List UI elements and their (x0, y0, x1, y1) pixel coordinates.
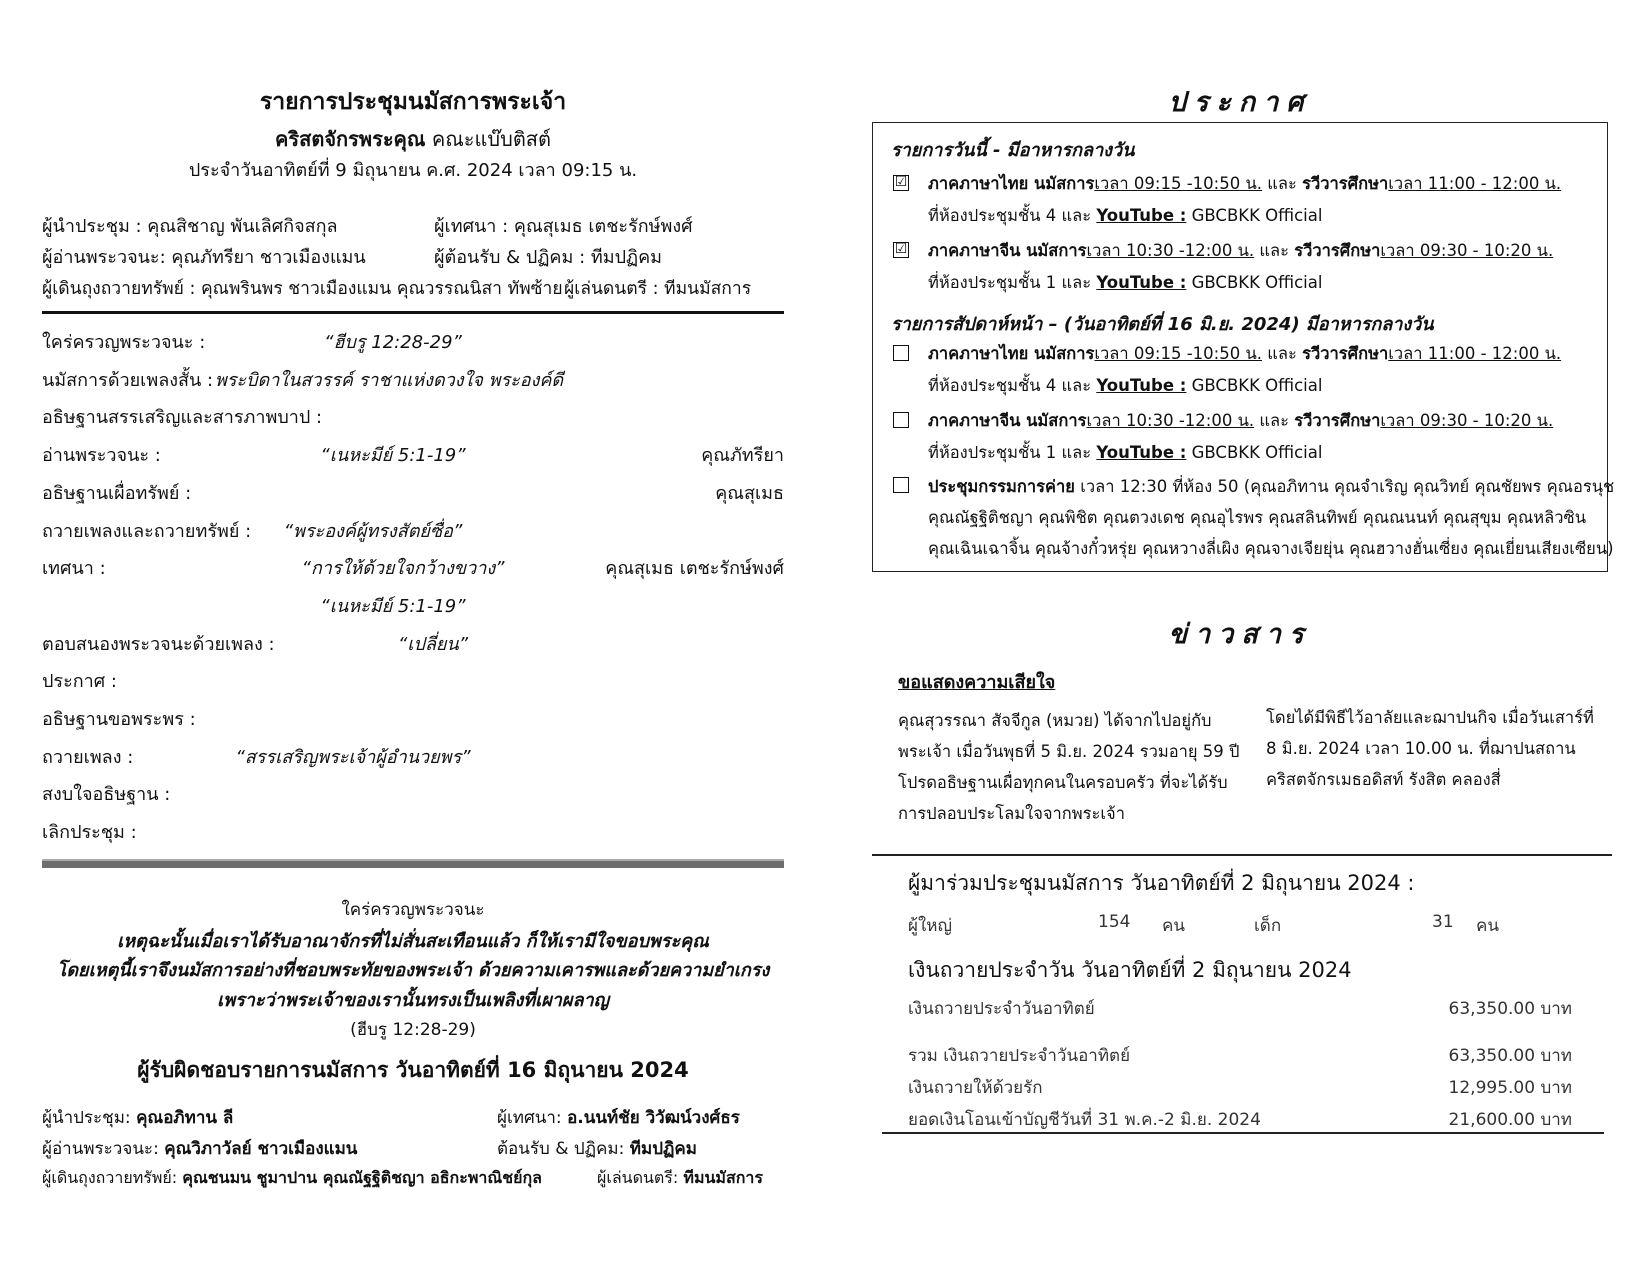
youtube-label: YouTube : (1096, 443, 1187, 462)
condolence-line: พระเจ้า เมื่อวันพุธที่ 5 มิ.ย. 2024 รวมอายุ 59 ปี (898, 742, 1240, 761)
youtube-label: YouTube : (1096, 273, 1187, 292)
church-name: คริสตจักรพระคุณ คณะแบ๊บติสต์ (275, 127, 551, 151)
announce-part: ภาคภาษาจีน นมัสการ (928, 241, 1087, 260)
meditation-ref: (ฮีบรู 12:28-29) (350, 1020, 476, 1040)
next-leader: ผู้นำประชุม: คุณอภิทาน ลี (42, 1108, 234, 1128)
announce-part: รวีวารศึกษา (1294, 241, 1381, 260)
program-label: ถวายเพลงและถวายทรัพย์ : (42, 520, 252, 542)
committee-line: ประชุมกรรมการค่าย เวลา 12:30 ที่ห้อง 50 (คุณอภิทาน คุณจำเริญ คุณวิทย์ คุณชัยพร คุณอรนุช (928, 477, 1615, 496)
next-reader: ผู้อ่านพระวจนะ: คุณวิภาวัลย์ ชาวเมืองแมน (42, 1139, 358, 1159)
today-heading: รายการวันนี้ - มีอาหารกลางวัน (891, 140, 1135, 161)
offering-value: 21,600.00 บาท (1448, 1110, 1572, 1130)
meditation-line: โดยเหตุนี้เราจึงนมัสการอย่างที่ชอบพระทัยของพระเจ้า ด้วยความเคารพและด้วยความยำเกรง (56, 960, 770, 981)
announce-line (928, 238, 1553, 264)
announce-part: และ (1254, 241, 1295, 260)
condolence-line: 8 มิ.ย. 2024 เวลา 10.00 น. ที่ฌาปนสถาน (1266, 739, 1576, 758)
announce-line (928, 270, 1322, 296)
program-label: อธิษฐานเผื่อทรัพย์ : (42, 482, 192, 504)
condolence-line: โดยได้มีพิธีไว้อาลัยและฌาปนกิจ เมื่อวันเสาร์ที่ (1266, 708, 1594, 727)
program-label: นมัสการด้วยเพลงสั้น : (42, 369, 214, 391)
program-item: พระบิดาในสวรรค์ ราชาแห่งดวงใจ พระองค์ดี (214, 369, 564, 391)
program-person: คุณสุเมธ เตชะรักษ์พงศ์ (605, 558, 784, 580)
program-label: อธิษฐานขอพระพร : (42, 709, 196, 730)
child-count: 31 (1432, 912, 1454, 932)
program-label: อธิษฐานสรรเสริญและสารภาพบาป : (42, 407, 323, 429)
announce-part: เวลา 11:00 - 12:00 น. (1388, 344, 1562, 363)
announce-line (928, 203, 1322, 229)
announce-line (928, 171, 1561, 197)
program-label: อ่านพระวจนะ : (42, 445, 161, 467)
program-label: เลิกประชุม : (42, 822, 137, 844)
program-item: “เนหะมีย์ 5:1-19” (320, 445, 466, 467)
announce-part: ที่ห้องประชุมชั้น 1 และ (928, 443, 1097, 462)
divider (42, 311, 784, 314)
condolence-line: โปรดอธิษฐานเผื่อทุกคนในครอบครัว ที่จะได้รับ (898, 773, 1228, 792)
divider (882, 1132, 1604, 1134)
condolence-line: คุณสุวรรณา สัจจีกูล (หมวย) ได้จากไปอยู่กับ (898, 711, 1212, 730)
offering-label: เงินถวายประจำวันอาทิตย์ (908, 999, 1095, 1019)
adult-count: 154 (1098, 912, 1131, 932)
announce-part: GBCBKK Official (1186, 376, 1323, 395)
program-item: “เนหะมีย์ 5:1-19” (320, 595, 466, 617)
checkbox[interactable]: ☑ (894, 174, 908, 190)
attendance-title: ผู้มาร่วมประชุมนมัสการ วันอาทิตย์ที่ 2 มิถุนายน 2024 : (908, 871, 1415, 895)
next-usher: ต้อนรับ & ปฏิคม: ทีมปฏิคม (497, 1139, 697, 1159)
announce-part: เวลา 09:30 - 10:20 น. (1380, 411, 1554, 430)
role-music: ผู้เล่นดนตรี : ทีมนมัสการ (564, 279, 752, 299)
program-label: ตอบสนองพระวจนะด้วยเพลง : (42, 633, 275, 655)
announce-part: ที่ห้องประชุมชั้น 1 และ (928, 273, 1097, 292)
offering-label: รวม เงินถวายประจำวันอาทิตย์ (908, 1046, 1131, 1066)
news-title: ข่าวสาร (1168, 619, 1312, 650)
announce-part: ที่ห้องประชุมชั้น 4 และ (928, 206, 1097, 225)
program-person: คุณภัทรียา (701, 445, 784, 467)
role-reader: ผู้อ่านพระวจนะ: คุณภัทรียา ชาวเมืองแมน (42, 247, 366, 268)
announce-part: เวลา 09:15 -10:50 น. (1094, 344, 1263, 363)
announce-box (872, 122, 1615, 572)
child-label: เด็ก (1254, 916, 1282, 936)
adult-unit: คน (1162, 916, 1185, 936)
announce-part: รวีวารศึกษา (1302, 174, 1389, 193)
committee-line: คุณณัฐฐิติชญา คุณพิชิต คุณตวงเดช คุณอุไรพร คุณสลินทิพย์ คุณณนนท์ คุณสุขุม คุณหลิวซิน (928, 508, 1587, 527)
youtube-label: YouTube : (1096, 376, 1187, 395)
announce-part: และ (1262, 344, 1303, 363)
checkbox[interactable] (893, 345, 909, 361)
announce-line (928, 373, 1322, 399)
program-label: ถวายเพลง : (42, 746, 134, 768)
offering-value: 63,350.00 บาท (1448, 999, 1572, 1019)
page-title: รายการประชุมนมัสการพระเจ้า (259, 89, 567, 115)
announce-part: เวลา 11:00 - 12:00 น. (1388, 174, 1562, 193)
role-preacher: ผู้เทศนา : คุณสุเมธ เตชะรักษ์พงศ์ (434, 216, 693, 237)
program-label: เทศนา : (42, 558, 106, 580)
condolence-heading: ขอแสดงความเสียใจ (898, 672, 1056, 693)
offering-value: 63,350.00 บาท (1448, 1046, 1572, 1066)
announce-part: GBCBKK Official (1186, 443, 1323, 462)
announce-part: เวลา 09:30 - 10:20 น. (1380, 241, 1554, 260)
next-offering: ผู้เดินถุงถวายทรัพย์: คุณชนมน ชูมาปาน คุณณัฐฐิติชญา อธิกะพาณิชย์กุล (42, 1168, 542, 1187)
announce-part: เวลา 09:15 -10:50 น. (1094, 174, 1263, 193)
announce-line (928, 341, 1561, 367)
divider (872, 854, 1612, 856)
announce-title: ประกาศ (1168, 87, 1312, 118)
announce-part: GBCBKK Official (1186, 206, 1323, 225)
role-offering: ผู้เดินถุงถวายทรัพย์ : คุณพรินพร ชาวเมืองแมน คุณวรรณนิสา ทัพซ้าย (42, 279, 563, 299)
next-week-title: ผู้รับผิดชอบรายการนมัสการ วันอาทิตย์ที่ 16 มิถุนายน 2024 (137, 1058, 689, 1082)
child-unit: คน (1476, 916, 1499, 936)
meditation-line: เพราะว่าพระเจ้าของเรานั้นทรงเป็นเพลิงที่เผาผลาญ (217, 990, 609, 1011)
program-label: ประกาศ : (42, 671, 117, 693)
announce-part: ภาคภาษาจีน นมัสการ (928, 411, 1087, 430)
announce-part: รวีวารศึกษา (1302, 344, 1389, 363)
offering-label: ยอดเงินโอนเข้าบัญชีวันที่ 31 พ.ค.-2 มิ.ย. 2024 (908, 1110, 1261, 1130)
program-label: ใคร่ครวญพระวจนะ : (42, 332, 206, 353)
announce-part: ที่ห้องประชุมชั้น 4 และ (928, 376, 1097, 395)
announce-part: และ (1262, 174, 1303, 193)
role-usher: ผู้ต้อนรับ & ปฏิคม : ทีมปฏิคม (434, 247, 662, 268)
condolence-line: คริสตจักรเมธอดิสท์ รังสิต คลองสี่ (1266, 770, 1501, 789)
next-preacher: ผู้เทศนา: อ.นนท์ชัย วิวัฒน์วงศ์ธร (497, 1108, 740, 1128)
meditation-line: เหตุฉะนั้นเมื่อเราได้รับอาณาจักรที่ไม่สั่นสะเทือนแล้ว ก็ให้เรามีใจขอบพระคุณ (117, 931, 709, 952)
youtube-label: YouTube : (1096, 206, 1187, 225)
program-item: “ฮีบรู 12:28-29” (324, 332, 462, 353)
next-heading: รายการสัปดาห์หน้า – (วันอาทิตย์ที่ 16 มิ.ย. 2024) มีอาหารกลางวัน (891, 314, 1434, 335)
announce-part: รวีวารศึกษา (1294, 411, 1381, 430)
announce-line (928, 440, 1322, 466)
offering-title: เงินถวายประจำวัน วันอาทิตย์ที่ 2 มิถุนายน 2024 (908, 958, 1352, 982)
program-item: “พระองค์ผู้ทรงสัตย์ซื่อ” (283, 520, 463, 542)
checkbox[interactable]: ☑ (894, 241, 908, 257)
program-item: “สรรเสริญพระเจ้าผู้อำนวยพร” (235, 746, 471, 768)
announce-part: เวลา 10:30 -12:00 น. (1086, 411, 1255, 430)
checkbox[interactable] (893, 477, 909, 493)
offering-value: 12,995.00 บาท (1448, 1078, 1572, 1098)
program-item: “การให้ด้วยใจกว้างขวาง” (301, 558, 505, 580)
role-leader: ผู้นำประชุม : คุณสิชาญ พันเลิศกิจสกุล (42, 216, 338, 237)
program-item: “เปลี่ยน” (397, 633, 469, 655)
offering-label: เงินถวายให้ด้วยรัก (908, 1078, 1043, 1098)
committee-line: คุณเฉินเฉาจิ้น คุณจ้างกั๋วหรุ่ย คุณหวางลี่เผิง คุณจางเจียยุ่น คุณฮวางฮั่นเซี่ยง คุณเยี่ยนเสียงเซียน) (928, 539, 1614, 558)
announce-part: เวลา 10:30 -12:00 น. (1086, 241, 1255, 260)
announce-part: และ (1254, 411, 1295, 430)
announce-part: ภาคภาษาไทย นมัสการ (928, 344, 1095, 363)
announce-part: ภาคภาษาไทย นมัสการ (928, 174, 1095, 193)
condolence-line: การปลอบประโลมใจจากพระเจ้า (898, 804, 1125, 823)
divider (42, 859, 784, 868)
program-label: สงบใจอธิษฐาน : (42, 784, 171, 806)
adult-label: ผู้ใหญ่ (908, 916, 952, 936)
announce-part: GBCBKK Official (1186, 273, 1323, 292)
announce-line (928, 408, 1553, 434)
program-person: คุณสุเมธ (715, 482, 784, 504)
checkbox[interactable] (893, 412, 909, 428)
meditation-heading: ใคร่ครวญพระวจนะ (341, 900, 485, 920)
next-music: ผู้เล่นดนตรี: ทีมนมัสการ (597, 1168, 763, 1187)
service-date: ประจำวันอาทิตย์ที่ 9 มิถุนายน ค.ศ. 2024 เวลา 09:15 น. (188, 160, 638, 181)
